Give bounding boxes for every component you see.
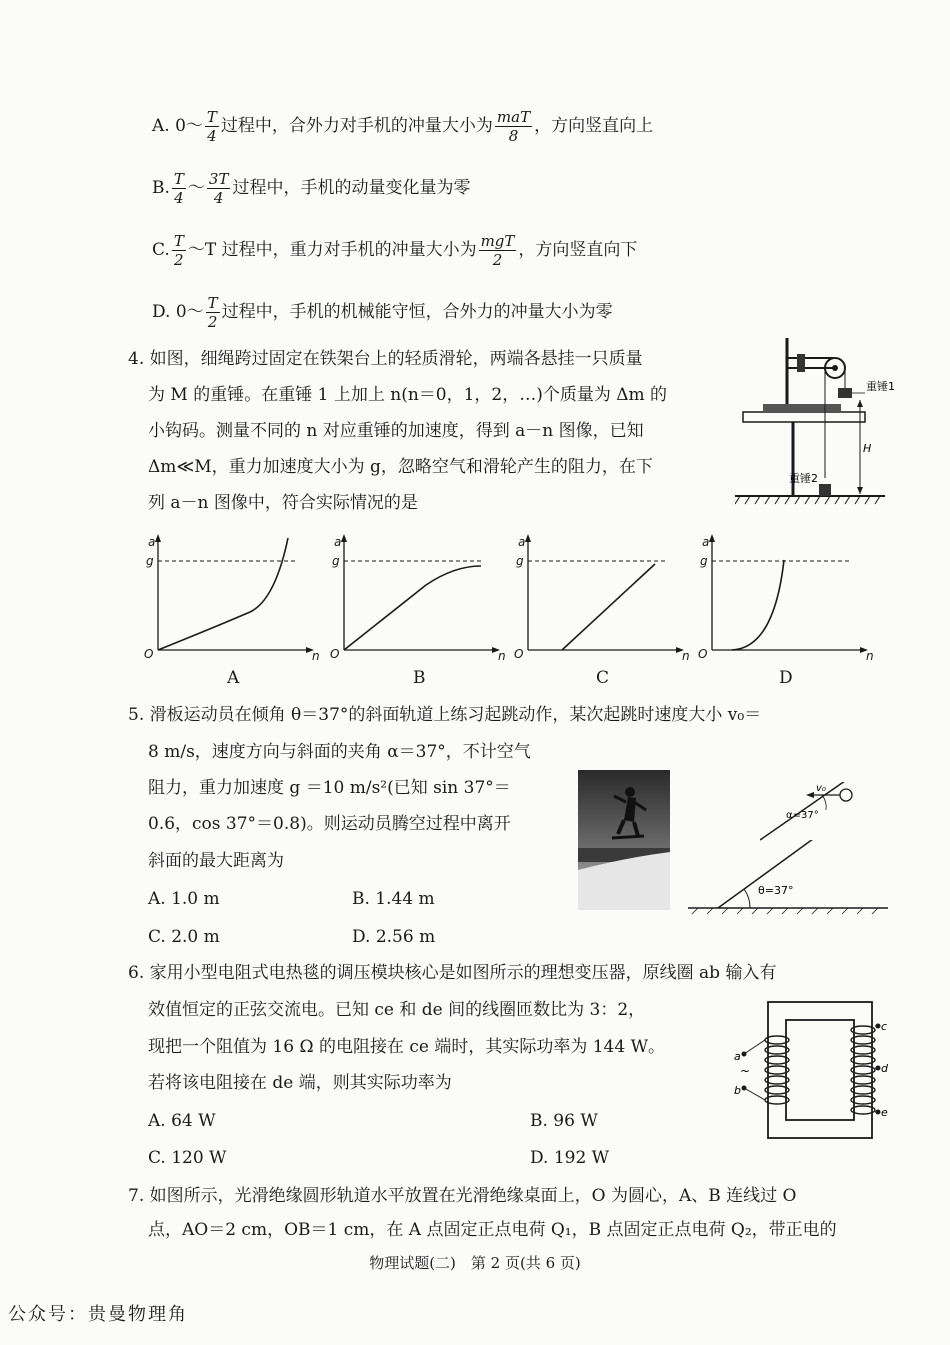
q5-line-1: 5. 滑板运动员在倾角 θ＝37°的斜面轨道上练习起跳动作，某次起跳时速度大小 v₀＝ xyxy=(128,705,762,725)
transformer-diagram xyxy=(728,996,888,1144)
q4-line-1: 4. 如图，细绳跨过固定在铁架台上的轻质滑轮，两端各悬挂一只质量 xyxy=(128,349,643,369)
q5-option-a: A. 1.0 m xyxy=(148,889,220,909)
svg-text:c: c xyxy=(881,1020,888,1033)
svg-text:θ=37°: θ=37° xyxy=(758,884,794,897)
q5-option-c: C. 2.0 m xyxy=(148,927,220,947)
q6-line-1: 6. 家用小型电阻式电热毯的调压模块核心是如图所示的理想变压器，原线圈 ab 输入有 xyxy=(128,963,777,983)
svg-text:O: O xyxy=(330,647,340,661)
graph-a xyxy=(144,534,320,663)
q4-line-2: 为 M 的重锤。在重锤 1 上加上 n(n＝0，1，2，…)个质量为 Δm 的 xyxy=(148,385,668,405)
graph-c xyxy=(514,534,690,663)
graph-label-a: A xyxy=(227,668,240,688)
q3-option-c: C. $\frac{T}{2}$ ～T 过程中，重力对手机的冲量大小为 $\frac{\text{mgT}}{2}$ ，方向竖直向下 xyxy=(152,232,638,269)
q4-line-5: 列 a－n 图像中，符合实际情况的是 xyxy=(148,493,418,513)
skateboarder-photo xyxy=(578,770,670,910)
svg-text:O: O xyxy=(698,647,708,661)
svg-text:a: a xyxy=(334,535,342,549)
svg-text:g: g xyxy=(516,554,524,568)
svg-text:v₀: v₀ xyxy=(816,783,826,794)
svg-text:a: a xyxy=(148,535,156,549)
svg-text:a: a xyxy=(518,535,526,549)
q6-option-a: A. 64 W xyxy=(148,1111,216,1131)
svg-text:n: n xyxy=(866,649,874,663)
svg-text:b: b xyxy=(734,1084,741,1097)
q7-line-1: 7. 如图所示，光滑绝缘圆形轨道水平放置在光滑绝缘桌面上，O 为圆心，A、B 连线过 O xyxy=(128,1186,797,1206)
q4-line-3: 小钩码。测量不同的 n 对应重锤的加速度，得到 a－n 图像，已知 xyxy=(148,421,644,441)
incline-diagram xyxy=(688,840,888,915)
q4-line-4: Δm≪M，重力加速度大小为 g，忽略空气和滑轮产生的阻力，在下 xyxy=(148,457,653,477)
svg-text:重锤2: 重锤2 xyxy=(789,472,818,485)
q6-line-4: 若将该电阻接在 de 端，则其实际功率为 xyxy=(148,1073,452,1093)
graph-label-d: D xyxy=(779,668,793,688)
q6-line-2: 效值恒定的正弦交流电。已知 ce 和 de 间的线圈匝数比为 3：2， xyxy=(148,1000,646,1020)
q6-line-3: 现把一个阻值为 16 Ω 的电阻接在 ce 端时，其实际功率为 144 W。 xyxy=(148,1037,666,1057)
svg-text:H: H xyxy=(863,442,872,455)
graph-label-b: B xyxy=(413,668,426,688)
svg-text:a: a xyxy=(734,1050,741,1063)
q5-line-4: 0.6，cos 37°＝0.8)。则运动员腾空过程中离开 xyxy=(148,814,511,834)
q6-option-d: D. 192 W xyxy=(530,1148,610,1168)
svg-text:O: O xyxy=(144,647,154,661)
pulley-apparatus-figure xyxy=(735,328,905,508)
svg-text:α=37°: α=37° xyxy=(786,810,819,821)
svg-text:O: O xyxy=(514,647,524,661)
watermark: 公众号：贵曼物理角 xyxy=(8,1304,188,1325)
q5-line-2: 8 m/s，速度方向与斜面的夹角 α＝37°，不计空气 xyxy=(148,742,531,762)
graph-label-c: C xyxy=(596,668,610,688)
q5-line-5: 斜面的最大距离为 xyxy=(148,851,284,871)
svg-text:g: g xyxy=(700,554,708,568)
svg-text:a: a xyxy=(702,535,710,549)
svg-text:n: n xyxy=(682,649,690,663)
q3-option-a: A. 0～ $\frac{T}{4}$ 过程中，合外力对手机的冲量大小为 $\frac{\text{maT}}{8}$ ，方向竖直向上 xyxy=(152,108,654,145)
svg-text:g: g xyxy=(146,554,154,568)
a-n-graphs xyxy=(140,530,880,665)
q5-line-3: 阻力，重力加速度 g ＝10 m/s²(已知 sin 37°＝ xyxy=(148,778,511,798)
q7-line-2: 点，AO＝2 cm，OB＝1 cm，在 A 点固定正点电荷 Q₁，B 点固定正点电荷 Q₂，带正电的 xyxy=(148,1220,837,1240)
svg-text:n: n xyxy=(312,649,320,663)
q3-option-d: D. 0～ $\frac{T}{2}$ 过程中，手机的机械能守恒，合外力的冲量大小为零 xyxy=(152,294,613,331)
graph-d xyxy=(698,534,874,663)
svg-text:e: e xyxy=(881,1106,888,1119)
svg-text:d: d xyxy=(881,1062,888,1075)
graph-b xyxy=(330,534,506,663)
q5-option-b: B. 1.44 m xyxy=(352,889,435,909)
q5-option-d: D. 2.56 m xyxy=(352,927,436,947)
q3-option-b: B. $\frac{T}{4}$ ～ $\frac{3T}{4}$ 过程中，手机的动量变化量为零 xyxy=(152,170,471,207)
page-footer: 物理试题(二) 第 2 页(共 6 页) xyxy=(369,1254,581,1272)
svg-text:~: ~ xyxy=(740,1064,751,1078)
q6-option-c: C. 120 W xyxy=(148,1148,227,1168)
svg-text:g: g xyxy=(332,554,340,568)
svg-text:重锤1: 重锤1 xyxy=(866,380,895,393)
svg-text:n: n xyxy=(498,649,506,663)
q6-option-b: B. 96 W xyxy=(530,1111,598,1131)
velocity-diagram xyxy=(760,782,890,842)
